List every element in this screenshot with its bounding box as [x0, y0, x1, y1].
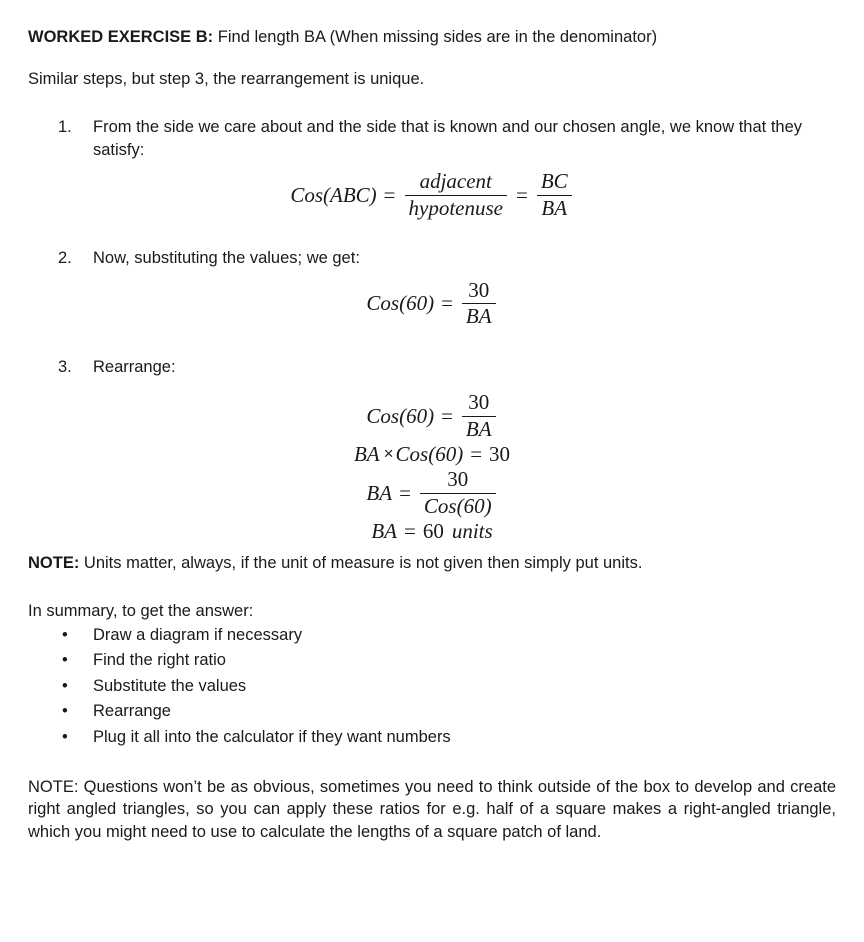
eq1-equals-2: = [515, 182, 528, 207]
intro-gap [28, 90, 836, 116]
bullet-icon: • [62, 651, 68, 670]
eq3l3-equals: = [399, 480, 411, 505]
intro-paragraph: Similar steps, but step 3, the rearrangement is unique. [28, 70, 425, 89]
bullet-icon: • [62, 727, 68, 746]
step-item-3 [28, 356, 836, 378]
exercise-heading-label: WORKED EXERCISE B: [28, 28, 214, 46]
list-item [28, 648, 836, 674]
step-marker-3: 3. [58, 357, 72, 376]
eq1-lhs: Cos(ABC) [290, 182, 377, 207]
eq1-frac2-numerator: BC [540, 169, 568, 194]
eq3-line-2 [28, 442, 836, 467]
list-item [28, 674, 836, 700]
steps-list-3 [28, 356, 836, 378]
eq1-frac1-denominator: hypotenuse [408, 195, 503, 220]
step3-gap [28, 378, 836, 390]
steps-list [28, 116, 836, 161]
eq3l1-fraction [462, 391, 496, 441]
eq3l4-units: units [451, 519, 493, 544]
eq1-equals-1: = [383, 182, 396, 207]
equation-3-group [28, 390, 836, 544]
eq3l1-frac-numerator: 30 [468, 390, 490, 415]
eq2-equals: = [441, 291, 453, 316]
eq2-fraction [462, 279, 496, 329]
list-item [28, 699, 836, 725]
eq3l3-frac-numerator: 30 [447, 467, 469, 492]
eq3-gap [28, 544, 836, 552]
list-item [28, 623, 836, 649]
eq1-frac1-numerator: adjacent [419, 169, 492, 194]
equation-1 [28, 169, 836, 221]
steps-list-2 [28, 247, 836, 269]
bullet-icon: • [62, 625, 68, 644]
eq3l1-frac-denominator: BA [465, 416, 492, 441]
eq3l3-fraction [420, 468, 496, 518]
eq1-frac2-denominator: BA [541, 195, 568, 220]
eq3l2-equals: = [470, 442, 483, 467]
note-units [28, 552, 836, 574]
document-content [28, 0, 836, 843]
note1-gap [28, 574, 836, 600]
step-marker-1: 1. [58, 118, 72, 137]
eq2-frac-numerator: 30 [468, 277, 490, 302]
equation-2 [28, 278, 836, 330]
eq3l3-frac-denominator: Cos(60) [423, 493, 492, 518]
bullets-gap [28, 750, 836, 776]
eq3l4-value: 60 [422, 519, 444, 544]
eq3-line-3 [28, 467, 836, 519]
bullet-text: Find the right ratio [93, 651, 226, 670]
eq3l1-equals: = [441, 403, 453, 428]
note-questions: NOTE: Questions won’t be as obvious, sometimes you need to think outside of the box to develop and create right angled triangles, so you can apply these ratios for e.g. half of a square makes a right-angled triangle, which you might need to use to calculate the lengths of a square patch of land. [28, 778, 836, 841]
step-text-1: From the side we care about and the side that is known and our chosen angle, we know that they satisfy: [93, 118, 803, 159]
bullet-icon: • [62, 702, 68, 721]
eq1-gap [28, 221, 836, 247]
eq3l2-rhs: 30 [489, 442, 511, 467]
eq3l2-term-2: Cos(60) [395, 442, 464, 467]
bullet-icon: • [62, 676, 68, 695]
step-item-2 [28, 247, 836, 269]
eq3l4-equals: = [403, 519, 416, 544]
multiply-icon: × [383, 444, 394, 464]
step1-gap [28, 161, 836, 169]
heading-gap [28, 48, 836, 68]
note-units-text: Units matter, always, if the unit of measure is not given then simply put units. [79, 554, 643, 573]
exercise-heading-rest: Find length BA (When missing sides are in the denominator) [213, 28, 658, 46]
step2-gap [28, 270, 836, 278]
eq1-fraction-2 [537, 170, 572, 220]
equation-2-line [28, 278, 836, 330]
eq2-lhs: Cos(60) [366, 291, 435, 316]
eq3l3-lhs: BA [366, 480, 393, 505]
eq2-frac-denominator: BA [465, 304, 492, 329]
step-marker-2: 2. [58, 249, 72, 268]
step-text-3: Rearrange: [93, 357, 176, 376]
eq2-gap [28, 330, 836, 356]
bullet-text: Rearrange [93, 702, 171, 721]
summary-lead: In summary, to get the answer: [28, 602, 254, 621]
bullet-text: Draw a diagram if necessary [93, 625, 303, 644]
step-text-2: Now, substituting the values; we get: [93, 249, 360, 268]
eq3l2-term-1: BA [353, 442, 380, 467]
equation-1-line [28, 169, 836, 221]
top-spacer [28, 0, 836, 26]
note-units-label: NOTE: [28, 554, 80, 573]
bullet-text: Substitute the values [93, 676, 247, 695]
list-item [28, 725, 836, 751]
step-item-1 [28, 116, 836, 161]
bullet-text: Plug it all into the calculator if they want numbers [93, 727, 451, 746]
eq3-line-4 [28, 519, 836, 544]
eq1-fraction-1 [405, 170, 507, 220]
summary-bullet-list [28, 623, 836, 751]
exercise-heading [28, 26, 836, 48]
eq3l1-lhs: Cos(60) [366, 403, 435, 428]
eq3l4-lhs: BA [371, 519, 397, 544]
eq3-line-1 [28, 390, 836, 442]
